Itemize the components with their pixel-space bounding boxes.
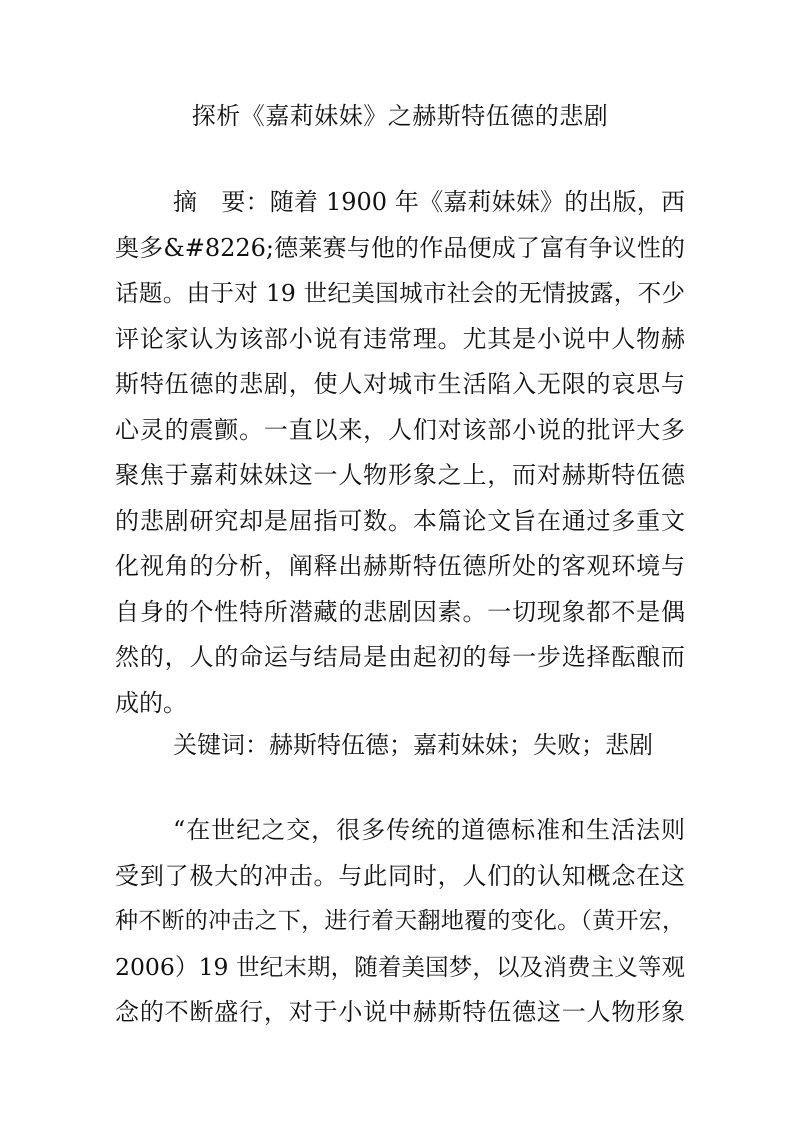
- body-line: 念的不断盛行，对于小说中赫斯特伍德这一人物形象: [115, 998, 685, 1026]
- abstract-line: 化视角的分析，阐释出赫斯特伍德所处的客观环境与: [115, 552, 685, 580]
- body-paragraph: [115, 808, 685, 1036]
- abstract-line: 奥多&#8226;德莱赛与他的作品便成了富有争议性的: [115, 233, 685, 262]
- body-line: 受到了极大的冲击。与此同时，人们的认知概念在这: [115, 861, 685, 890]
- abstract-line: 自身的个性特所潜藏的悲剧因素。一切现象都不是偶: [115, 597, 685, 626]
- body-line: “在世纪之交，很多传统的道德标准和生活法则: [173, 816, 685, 844]
- abstract-line: 斯特伍德的悲剧，使人对城市生活陷入无限的哀思与: [115, 370, 685, 398]
- keywords-line: [115, 723, 685, 769]
- abstract-line: 成的。: [115, 688, 187, 717]
- abstract-line: 话题。由于对 19 世纪美国城市社会的无情披露，不少: [115, 279, 685, 307]
- abstract-line: 聚焦于嘉莉妹妹这一人物形象之上，而对赫斯特伍德: [115, 461, 685, 489]
- abstract-line: 摘 要：随着 1900 年《嘉莉妹妹》的出版，西: [173, 188, 685, 216]
- abstract-line: 然的，人的命运与结局是由起初的每一步选择酝酿而: [115, 643, 685, 671]
- abstract-line: 评论家认为该部小说有违常理。尤其是小说中人物赫: [115, 324, 685, 353]
- abstract-line: 心灵的震颤。一直以来，人们对该部小说的批评大多: [115, 415, 685, 444]
- body-line: 种不断的冲击之下，进行着天翻地覆的变化。（黄开宏，: [115, 908, 685, 934]
- abstract-paragraph: [115, 180, 685, 726]
- keywords-text: 赫斯特伍德；嘉莉妹妹；失败；悲剧: [269, 731, 653, 759]
- keywords-label: 关键词：: [173, 731, 269, 759]
- body-line: 2006）19 世纪末期，随着美国梦，以及消费主义等观: [115, 952, 685, 981]
- document-title: 探析《嘉莉妹妹》之赫斯特伍德的悲剧: [191, 102, 609, 130]
- abstract-line: 的悲剧研究却是屈指可数。本篇论文旨在通过多重文: [115, 506, 685, 535]
